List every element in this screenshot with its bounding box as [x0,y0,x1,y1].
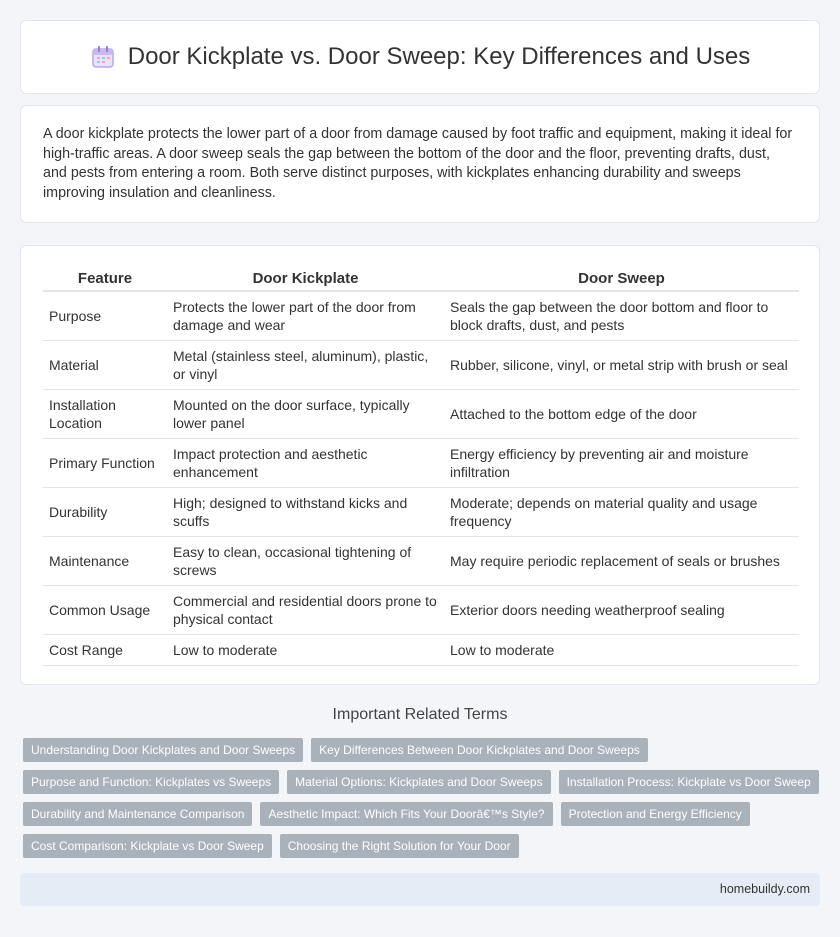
table-row [43,634,799,665]
footer-site-link[interactable]: homebuildy.com [719,882,810,896]
kickplate-cell: Metal (stainless steel, aluminum), plastic, or vinyl [167,340,444,389]
page-title [90,43,751,71]
sweep-cell: Energy efficiency by preventing air and moisture infiltration [444,438,799,487]
intro-card [20,105,820,223]
table-row [43,438,799,487]
title-card [20,20,820,94]
comparison-table-card [20,245,820,685]
feature-cell: Purpose [43,291,167,340]
sweep-cell: Exterior doors needing weatherproof sealing [444,585,799,634]
header-sweep: Door Sweep [444,266,799,291]
footer [20,873,820,906]
table-row [43,536,799,585]
related-tag[interactable]: Choosing the Right Solution for Your Door [280,834,519,858]
related-tag[interactable]: Protection and Energy Efficiency [561,802,750,826]
table-row [43,340,799,389]
related-tag[interactable]: Understanding Door Kickplates and Door Sweeps [23,738,303,762]
sweep-cell: Seals the gap between the door bottom and floor to block drafts, dust, and pests [444,291,799,340]
feature-cell: Cost Range [43,634,167,665]
intro-text: A door kickplate protects the lower part of a door from damage caused by foot traffic and equipment, making it ideal for high-traffic areas. A door sweep seals the gap between the bottom of the door and the floor, preventing drafts, dust, and pests from entering a room. Both serve distinct purposes, with kickplates enhancing durability and sweeps improving insulation and cleanliness. [43,126,793,201]
table-header-row [43,266,799,291]
kickplate-cell: High; designed to withstand kicks and scuffs [167,487,444,536]
kickplate-cell: Commercial and residential doors prone to physical contact [167,585,444,634]
related-tag[interactable]: Purpose and Function: Kickplates vs Sweeps [23,770,279,794]
feature-cell: Primary Function [43,438,167,487]
kickplate-cell: Mounted on the door surface, typically lower panel [167,389,444,438]
related-terms-tags [23,738,823,866]
tag-row [23,834,823,858]
kickplate-cell: Impact protection and aesthetic enhancement [167,438,444,487]
header-kickplate: Door Kickplate [167,266,444,291]
table-row [43,291,799,340]
sweep-cell: Rubber, silicone, vinyl, or metal strip with brush or seal [444,340,799,389]
kickplate-cell: Protects the lower part of the door from damage and wear [167,291,444,340]
page-title-text: Door Kickplate vs. Door Sweep: Key Differences and Uses [127,43,751,70]
feature-cell: Durability [43,487,167,536]
feature-cell: Installation Location [43,389,167,438]
related-tag[interactable]: Installation Process: Kickplate vs Door Sweep [559,770,819,794]
table-row [43,487,799,536]
related-tag[interactable]: Key Differences Between Door Kickplates and Door Sweeps [311,738,648,762]
kickplate-cell: Low to moderate [167,634,444,665]
comparison-table [43,266,799,666]
tag-row [23,802,823,826]
tag-row [23,770,823,794]
sweep-cell: May require periodic replacement of seals or brushes [444,536,799,585]
related-terms-title: Important Related Terms [332,706,508,723]
table-row [43,585,799,634]
sweep-cell: Low to moderate [444,634,799,665]
related-tag[interactable]: Material Options: Kickplates and Door Sweeps [287,770,550,794]
kickplate-cell: Easy to clean, occasional tightening of screws [167,536,444,585]
related-tag[interactable]: Cost Comparison: Kickplate vs Door Sweep [23,834,272,858]
related-tag[interactable]: Durability and Maintenance Comparison [23,802,252,826]
header-feature: Feature [43,266,167,291]
table-row [43,389,799,438]
calendar-icon [90,44,116,70]
tag-row [23,738,823,762]
feature-cell: Material [43,340,167,389]
feature-cell: Maintenance [43,536,167,585]
related-tag[interactable]: Aesthetic Impact: Which Fits Your Doorâ€™s Style? [260,802,552,826]
sweep-cell: Attached to the bottom edge of the door [444,389,799,438]
sweep-cell: Moderate; depends on material quality and usage frequency [444,487,799,536]
feature-cell: Common Usage [43,585,167,634]
